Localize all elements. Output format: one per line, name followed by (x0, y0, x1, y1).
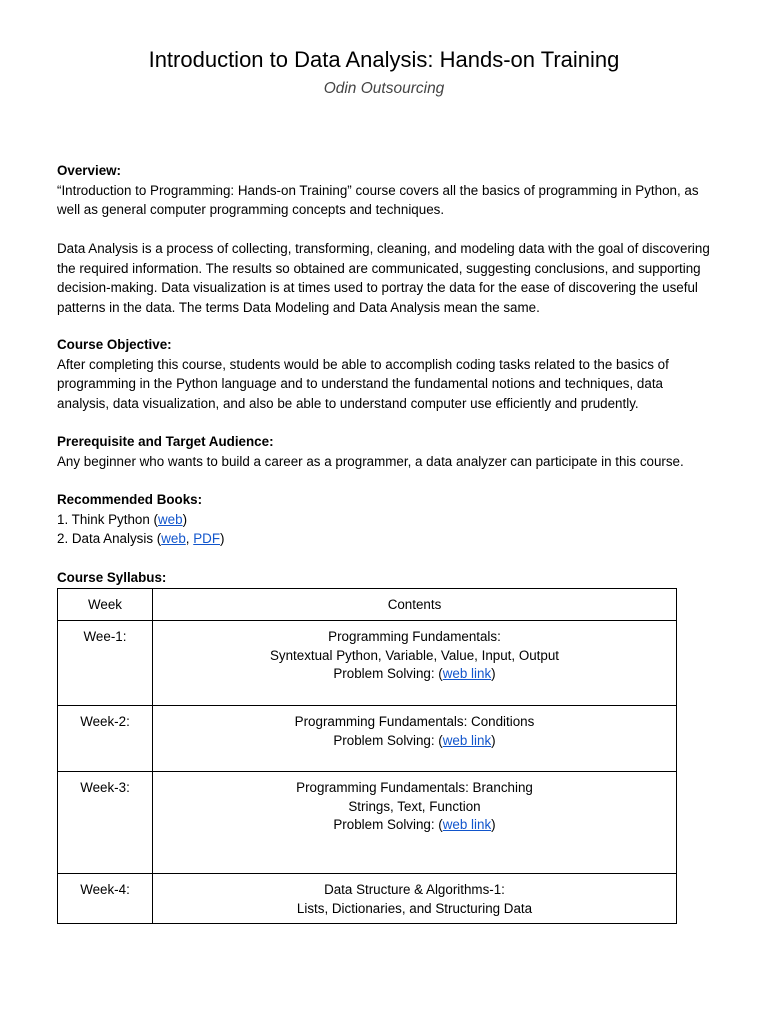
objective-section (57, 335, 717, 413)
column-header-week: Week (58, 589, 153, 621)
column-header-contents: Contents (153, 589, 677, 621)
objective-paragraph: After completing this course, students would be able to accomplish coding tasks related to the basics of programming in the Python language and to understand the fundamental notions and techniques, data analysis, data visualization, and also be able to understand computer use efficiently and prudently. (57, 356, 669, 411)
syllabus-section (57, 568, 717, 588)
week-cell: Wee-1: (58, 621, 153, 706)
week-1-web-link[interactable]: web link (442, 665, 492, 681)
page-subtitle: Odin Outsourcing (323, 80, 445, 97)
book-item-2: 2. Data Analysis (web, PDF) (57, 531, 225, 546)
books-section (57, 490, 717, 549)
audience-section (57, 432, 717, 471)
contents-cell: Programming Fundamentals: Branching Strings, Text, Function Problem Solving: (web link) (153, 772, 677, 874)
overview-paragraph-1: “Introduction to Programming: Hands-on Training” course covers all the basics of programming in Python, as well as general computer programming concepts and techniques. (57, 182, 699, 217)
week-3-web-link[interactable]: web link (442, 816, 492, 832)
objective-heading: Course Objective: (57, 337, 172, 352)
week-cell: Week-3: (58, 772, 153, 874)
table-row (58, 706, 677, 772)
week-cell: Week-2: (58, 706, 153, 772)
book-2-pdf-link[interactable]: PDF (193, 531, 221, 546)
table-row (58, 772, 677, 874)
syllabus-heading: Course Syllabus: (57, 570, 167, 585)
table-row (58, 874, 677, 924)
week-2-web-link[interactable]: web link (442, 732, 492, 748)
syllabus-table (57, 588, 677, 924)
overview-heading: Overview: (57, 163, 122, 178)
contents-cell: Data Structure & Algorithms-1: Lists, Dictionaries, and Structuring Data (153, 874, 677, 924)
audience-paragraph: Any beginner who wants to build a career as a programmer, a data analyzer can participate in this course. (57, 453, 684, 469)
overview-paragraph-2: Data Analysis is a process of collecting, transforming, cleaning, and modeling data with the goal of discovering the required information. The results so obtained are communicated, suggesting conclusions, and supporting decision-making. Data visualization is at times used to portray the data for the ease of discovering the useful patterns in the data. The terms Data Modeling and Data Analysis mean the same. (57, 241, 710, 315)
book-item-1: 1. Think Python (web) (57, 511, 188, 527)
contents-cell: Programming Fundamentals: Syntextual Python, Variable, Value, Input, Output Problem Solving: (web link) (153, 621, 677, 706)
overview-section (57, 161, 717, 317)
page-title: Introduction to Data Analysis: Hands-on Training (148, 47, 620, 72)
audience-heading: Prerequisite and Target Audience: (57, 434, 274, 449)
table-row (58, 621, 677, 706)
book-1-web-link[interactable]: web (157, 511, 183, 527)
contents-cell: Programming Fundamentals: Conditions Problem Solving: (web link) (153, 706, 677, 772)
week-cell: Week-4: (58, 874, 153, 924)
books-heading: Recommended Books: (57, 492, 203, 507)
table-header-row (58, 589, 677, 621)
book-2-web-link[interactable]: web (161, 531, 186, 546)
